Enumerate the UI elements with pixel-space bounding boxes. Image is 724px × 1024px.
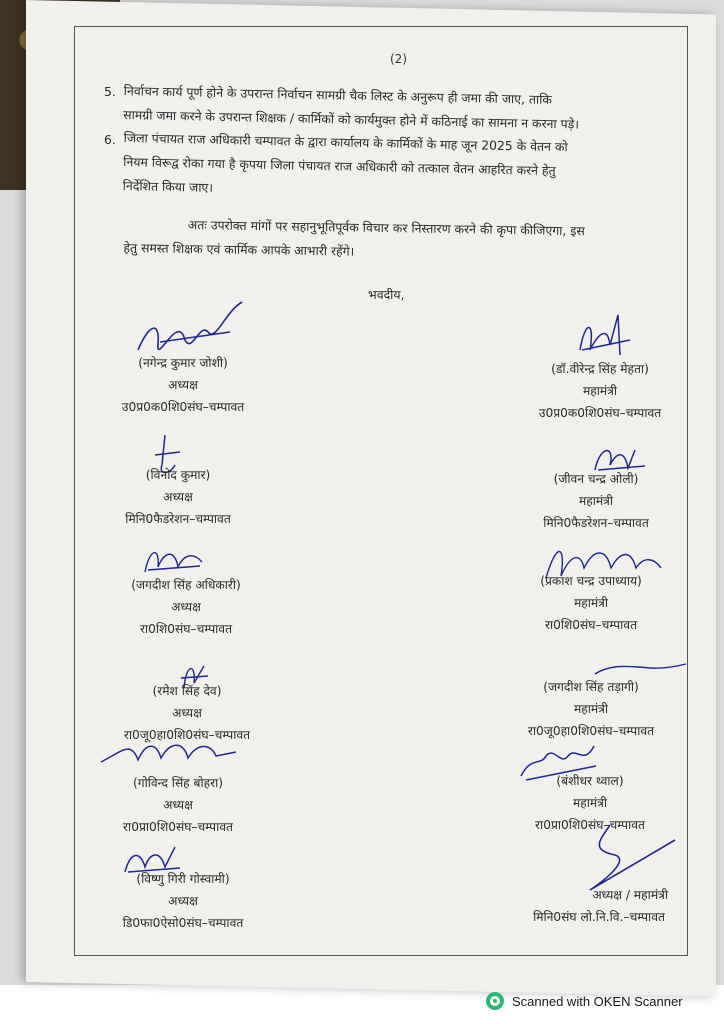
signatory-role: अध्यक्ष	[163, 798, 193, 812]
text-line: जिला पंचायत राज अधिकारी चम्पावत के द्वारा कार्यालय के कार्मिकों के माह जून 2025 के वेतन को	[123, 129, 568, 155]
signatory-name: (बंशीधर थ्वाल)	[556, 774, 624, 788]
signatory-block	[88, 352, 278, 418]
signatory-role: अध्यक्ष	[172, 706, 202, 720]
point-number: 5.	[104, 84, 116, 99]
signatory-name: (नगेन्द्र कुमार जोशी)	[138, 356, 228, 370]
signatory-block	[486, 676, 696, 742]
signatory-organization: रा0जू0हा0शि0संघ–चम्पावत	[527, 724, 655, 738]
signatory-role: अध्यक्ष	[168, 894, 198, 908]
signatory-role: महामंत्री	[572, 796, 608, 810]
signatory-block	[500, 358, 700, 424]
text-line: सामग्री जमा करने के उपरान्त शिक्षक / कार्मिकों को कार्यमुक्त होने में कठिनाई का सामना न करना पड़े।	[123, 106, 580, 132]
text-line: नियम विरूद्व रोका गया है कृपया जिला पंचायत राज अधिकारी को तत्काल वेतन आहरित करने हेतु	[123, 153, 556, 179]
signatory-organization: रा0प्रा0शि0संघ–चम्पावत	[123, 820, 233, 834]
scanner-logo-icon	[486, 992, 504, 1010]
signatory-role: महामंत्री	[573, 702, 609, 716]
text-line: निर्वाचन कार्य पूर्ण होने के उपरान्त निर्वाचन सामग्री चैक लिस्ट के अनुरूप ही जमा की जाए, ताकि	[123, 82, 553, 107]
signatory-organization: रा0जू0हा0शि0संघ–चम्पावत	[123, 728, 251, 742]
signatory-name: (जगदीश सिंह अधिकारी)	[131, 578, 241, 592]
signatory-organization: रा0शि0संघ–चम्पावत	[139, 622, 233, 636]
signatory-role: अध्यक्ष / महामंत्री	[592, 888, 668, 902]
signatory-block	[78, 772, 278, 838]
point-6-text	[122, 126, 567, 207]
signatory-block	[82, 680, 292, 746]
signatory-organization: मिनि0फैडरेशन–चम्पावत	[543, 516, 649, 530]
signatory-name: (विनोद कुमार)	[145, 468, 211, 482]
signatory-name: (रमेश सिंह देव)	[152, 684, 222, 698]
signatory-role: महामंत्री	[582, 384, 618, 398]
closing-salutation: भवदीय,	[368, 287, 405, 302]
signatory-role: महामंत्री	[573, 596, 609, 610]
signatory-organization: मिनि0संघ लो.नि.वि.–चम्पावत	[533, 910, 665, 924]
signatory-organization: उ0प्र0क0शि0संघ–चम्पावत	[538, 406, 662, 420]
signatory-block	[78, 464, 278, 530]
signatory-organization: मिनि0फैडरेशन–चम्पावत	[125, 512, 231, 526]
signatory-name: (प्रकाश चन्द्र उपाध्याय)	[540, 574, 642, 588]
signatory-name: (जगदीश सिंह तड़ागी)	[543, 680, 639, 694]
scanner-watermark-text: Scanned with OKEN Scanner	[512, 993, 683, 1009]
text-line: अतः उपरोक्त मांगों पर सहानुभूतिपूर्वक विचार कर निस्तारण करने की कृपा कीजिएगा, इस	[187, 217, 585, 239]
signatory-role: महामंत्री	[578, 494, 614, 508]
signatory-organization: रा0प्रा0शि0संघ–चम्पावत	[535, 818, 645, 832]
signatory-role: अध्यक्ष	[163, 490, 193, 504]
signatory-block	[494, 884, 704, 928]
text-line: हेतु समस्त शिक्षक एवं कार्मिक आपके आभारी रहेंगे।	[123, 239, 355, 259]
signatory-block	[486, 570, 696, 636]
signatory-block	[86, 574, 286, 640]
point-number: 6.	[104, 132, 116, 147]
signatory-organization: डि0फा0ऐसो0संघ–चम्पावत	[122, 916, 244, 930]
signatory-organization: उ0प्र0क0शि0संघ–चम्पावत	[121, 400, 245, 414]
signatory-organization: रा0शि0संघ–चम्पावत	[544, 618, 638, 632]
signatory-block	[490, 770, 690, 836]
signatory-name: (विष्णु गिरी गोस्वामी)	[136, 872, 230, 886]
conclusion-text	[123, 212, 585, 267]
page-number: (2)	[390, 52, 407, 66]
signatory-name: (डॉ.वीरेन्द्र सिंह मेहता)	[551, 362, 649, 376]
signatory-block	[496, 468, 696, 534]
signatory-role: अध्यक्ष	[171, 600, 201, 614]
signatory-name: (गोविन्द सिंह बोहरा)	[132, 776, 224, 790]
text-line: निर्देशित किया जाए।	[122, 177, 214, 195]
signatory-role: अध्यक्ष	[168, 378, 198, 392]
signatory-name: (जीवन चन्द्र ओली)	[553, 472, 639, 486]
scanner-watermark	[486, 990, 683, 1012]
signatory-block	[78, 868, 288, 934]
